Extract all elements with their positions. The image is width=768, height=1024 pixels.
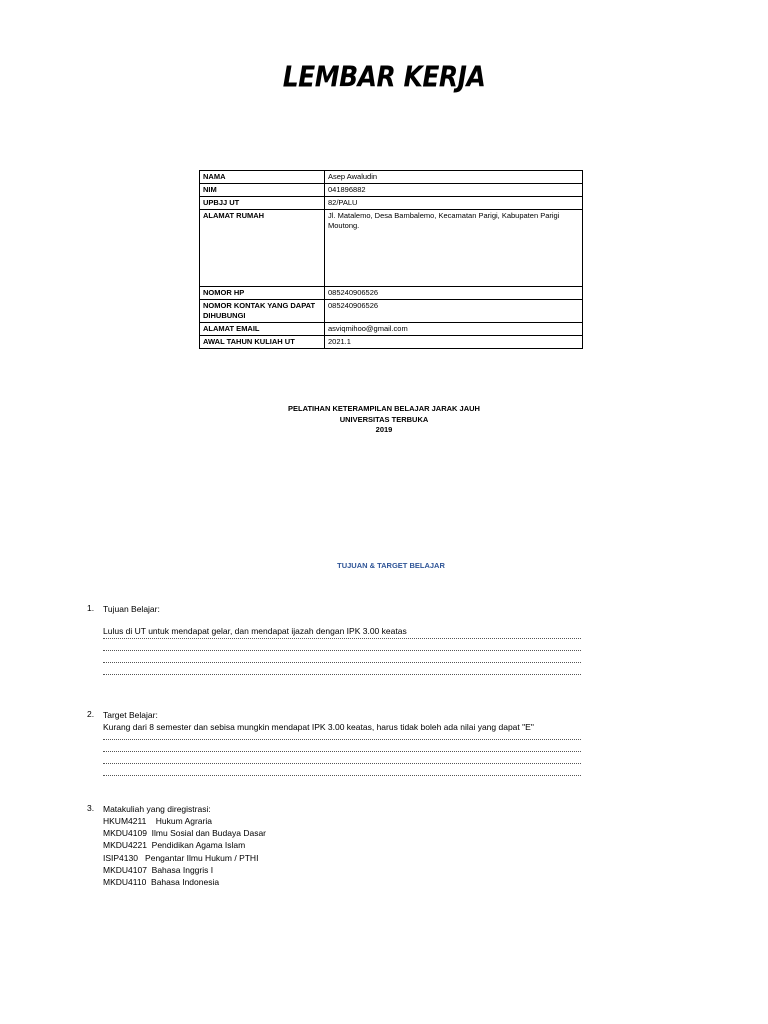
document-title: LEMBAR KERJA (282, 59, 486, 94)
field-value: Jl. Matalemo, Desa Bambalemo, Kecamatan Parigi, Kabupaten Parigi Moutong. (325, 210, 583, 287)
field-value: 2021.1 (325, 336, 583, 349)
course-item: MKDU4110 Bahasa Indonesia (103, 877, 220, 888)
table-row (200, 184, 583, 197)
item-label: Target Belajar: (103, 710, 158, 720)
course-item: MKDU4109 Ilmu Sosial dan Budaya Dasar (103, 828, 266, 839)
item-number: 1. (87, 603, 95, 613)
program-year: 2019 (375, 425, 393, 434)
table-row (200, 171, 583, 184)
field-label: UPBJJ UT (200, 197, 325, 210)
dotted-line (103, 764, 581, 776)
dotted-line (103, 752, 581, 764)
field-value: Asep Awaludin (325, 171, 583, 184)
table-row (200, 300, 583, 323)
field-value: asviqmihoo@gmail.com (325, 323, 583, 336)
table-row (200, 197, 583, 210)
field-value: 82/PALU (325, 197, 583, 210)
field-label: ALAMAT EMAIL (200, 323, 325, 336)
course-item: MKDU4221 Pendidikan Agama Islam (103, 840, 246, 851)
section-heading: TUJUAN & TARGET BELAJAR (337, 561, 445, 570)
field-label: NIM (200, 184, 325, 197)
student-info-table (199, 170, 583, 349)
dotted-line (103, 663, 581, 675)
field-label: ALAMAT RUMAH (200, 210, 325, 287)
table-row (200, 323, 583, 336)
field-label: NOMOR KONTAK YANG DAPAT DIHUBUNGI (200, 300, 325, 323)
field-value: 041896882 (325, 184, 583, 197)
dotted-line (103, 651, 581, 663)
program-block (0, 404, 768, 436)
item-number: 2. (87, 709, 95, 719)
course-item: HKUM4211 Hukum Agraria (103, 816, 212, 826)
table-row (200, 210, 583, 287)
field-label: AWAL TAHUN KULIAH UT (200, 336, 325, 349)
table-row (200, 336, 583, 349)
course-item: ISIP4130 Pengantar Ilmu Hukum / PTHI (103, 852, 259, 863)
item-text: Lulus di UT untuk mendapat gelar, dan mendapat ijazah dengan IPK 3.00 keatas (103, 626, 407, 636)
field-value: 085240906526 (325, 300, 583, 323)
dotted-line (103, 740, 581, 752)
item-number: 3. (87, 803, 95, 813)
university-name: UNIVERSITAS TERBUKA (339, 414, 429, 424)
program-name: PELATIHAN KETERAMPILAN BELAJAR JARAK JAUH (288, 404, 480, 413)
field-label: NAMA (200, 171, 325, 184)
dotted-line (103, 639, 581, 651)
item-label: Tujuan Belajar: (103, 604, 160, 614)
field-label: NOMOR HP (200, 287, 325, 300)
item-text: Kurang dari 8 semester dan sebisa mungkin mendapat IPK 3.00 keatas, harus tidak boleh ada nilai yang dapat "E" (103, 722, 534, 732)
table-row (200, 287, 583, 300)
item-label: Matakuliah yang diregistrasi: (103, 804, 211, 814)
course-item: MKDU4107 Bahasa Inggris I (103, 864, 214, 875)
field-value: 085240906526 (325, 287, 583, 300)
